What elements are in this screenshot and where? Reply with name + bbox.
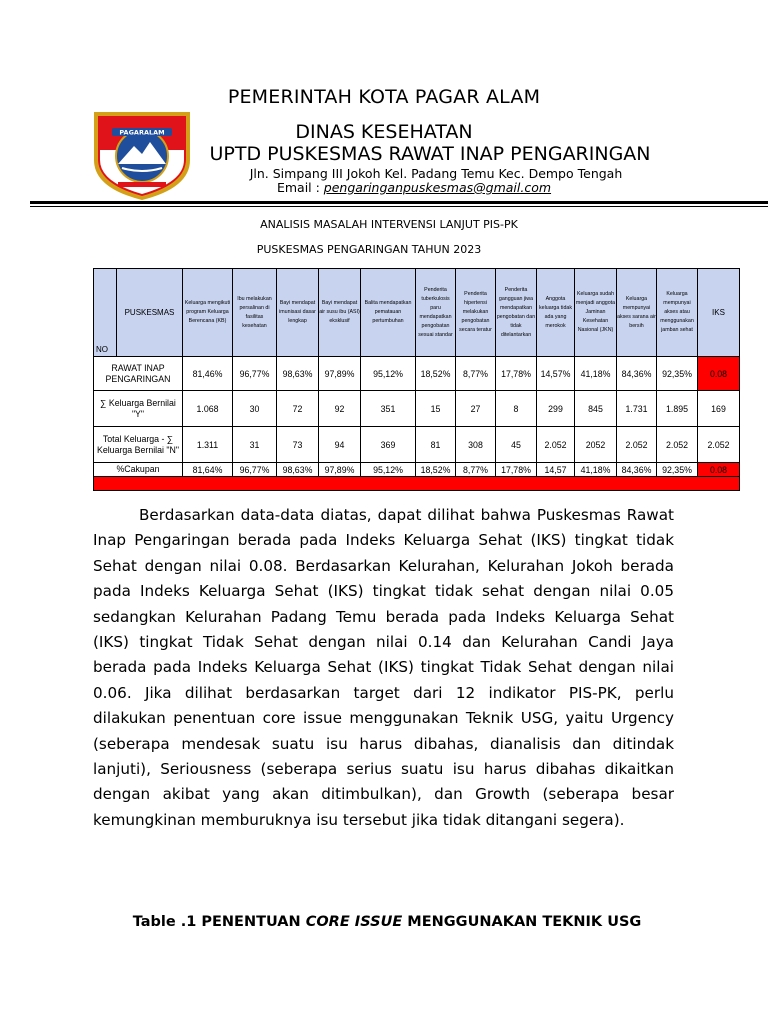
cell: 95,12% [361,463,416,477]
cell: 81 [416,427,456,463]
cell: 14,57 [537,463,575,477]
header-indicator-11: Keluarga mempunyai akses sarana air bersih [617,269,657,357]
table-row [94,427,740,463]
cell: 1.895 [657,391,698,427]
header-indicator-10: Keluarga sudah menjadi anggota Jaminan Kesehatan Nasional (JKN) [575,269,617,357]
cell: 17,78% [496,357,537,391]
header-puskesmas: PUSKESMAS [117,269,183,357]
cell: 84,36% [617,357,657,391]
header-indicator-5: Balita mendapatkan pematauan pertumbuhan [361,269,416,357]
cell: 97,89% [319,463,361,477]
cell: 8,77% [456,463,496,477]
header-no: NO [94,269,117,357]
cell: 94 [319,427,361,463]
header-indicator-12: Keluarga mempunyai akses atau menggunakan jamban sehat [657,269,698,357]
email-line [30,180,768,195]
cell: 8,77% [456,357,496,391]
iks-cell: 2.052 [698,427,740,463]
cell: 2052 [575,427,617,463]
cell: 31 [233,427,277,463]
header-indicator-6: Penderita tuberkulosis paru mendapatkan pengobatan sesuai standar [416,269,456,357]
header-indicator-8: Penderita gangguan jiwa mendapatkan pengobatan dan tidak ditelantarkan [496,269,537,357]
cell: 308 [456,427,496,463]
letterhead-divider-thick [30,201,768,204]
red-footer-cell [94,477,740,491]
cell: 1.311 [183,427,233,463]
header-indicator-9: Anggota keluarga tidak ada yang merokok [537,269,575,357]
cell: 92 [319,391,361,427]
email-link[interactable]: pengaringanpuskesmas@gmail.com [323,180,552,195]
letterhead-divider-thin [30,206,768,207]
caption-emphasis: CORE ISSUE [305,914,403,930]
document-subtitle: PUSKESMAS PENGARINGAN TAHUN 2023 [256,243,482,256]
table-footer-red-row [94,477,740,491]
email-label: Email : [276,180,324,195]
table-row [94,391,740,427]
cell: 369 [361,427,416,463]
iks-cell: 169 [698,391,740,427]
cell: 2.052 [537,427,575,463]
cell: 1.068 [183,391,233,427]
caption-prefix: Table .1 PENENTUAN [132,914,306,930]
header-iks: IKS [698,269,740,357]
cell: 845 [575,391,617,427]
cell: 98,63% [277,357,319,391]
cell: 92,35% [657,463,698,477]
department-name: DINAS KESEHATAN [295,121,473,143]
row-label: RAWAT INAP PENGARINGAN [94,357,183,391]
logo-text: PAGARALAM [119,128,165,137]
row-label: %Cakupan [94,463,183,477]
cell: 27 [456,391,496,427]
cell: 92,35% [657,357,698,391]
cell: 73 [277,427,319,463]
header-indicator-7: Penderita hipertensi melakukan pengobatan secara teratur [456,269,496,357]
cell: 45 [496,427,537,463]
cell: 84,36% [617,463,657,477]
cell: 41,18% [575,357,617,391]
cell: 2.052 [617,427,657,463]
iks-cell: 0.08 [698,463,740,477]
header-indicator-3: Bayi mendapat imunisasi dasar lengkap [277,269,319,357]
cell: 96,77% [233,357,277,391]
caption-suffix: MENGGUNAKAN TEKNIK USG [402,914,642,930]
cell: 15 [416,391,456,427]
cell: 351 [361,391,416,427]
header-indicator-4: Bayi mendapat air susu ibu (ASI) eksklusif [319,269,361,357]
cell: 81,64% [183,463,233,477]
cell: 14,57% [537,357,575,391]
cell: 72 [277,391,319,427]
table-row [94,357,740,391]
pis-pk-analysis-table [93,268,740,491]
cell: 95,12% [361,357,416,391]
cell: 30 [233,391,277,427]
cell: 2.052 [657,427,698,463]
cell: 8 [496,391,537,427]
cell: 18,52% [416,357,456,391]
iks-cell: 0.08 [698,357,740,391]
analysis-paragraph: Berdasarkan data-data diatas, dapat dilihat bahwa Puskesmas Rawat Inap Pengaringan berada pada Indeks Keluarga Sehat (IKS) tingkat tidak Sehat dengan nilai 0.08. Berdasarkan Kelurahan, Kelurahan Jokoh berada pada Indeks Keluarga Sehat (IKS) tingkat tidak sehat dengan nilai 0.05 sedangkan Kelurahan Padang Temu berada pada Indeks Keluarga Sehat (IKS) tingkat Tidak Sehat dengan nilai 0.14 dan Kelurahan Candi Jaya berada pada Indeks Keluarga Sehat (IKS) tingkat Tidak Sehat dengan nilai 0.06. Jika dilihat berdasarkan target dari 12 indikator PIS-PK, perlu dilakukan penentuan core issue menggunakan Teknik USG, yaitu Urgency (seberapa mendesak suatu isu harus dibahas, dianalisis dan ditindak lanjuti), Seriousness (seberapa serius suatu isu harus dibahas dikaitkan dengan akibat yang akan ditimbulkan), dan Growth (seberapa besar kemungkinan memburuknya isu tersebut jika tidak ditangani segera). [93,506,674,829]
document-title: ANALISIS MASALAH INTERVENSI LANJUT PIS-PK [260,218,518,231]
row-label: Total Keluarga - ∑ Keluarga Bernilai "N" [94,427,183,463]
address: Jln. Simpang III Jokoh Kel. Padang Temu Kec. Dempo Tengah [249,166,623,181]
table-caption [0,914,768,930]
puskesmas-name: UPTD PUSKESMAS RAWAT INAP PENGARINGAN [209,143,651,165]
cell: 41,18% [575,463,617,477]
row-label: ∑ Keluarga Bernilai "Y" [94,391,183,427]
government-name: PEMERINTAH KOTA PAGAR ALAM [227,86,541,108]
cell: 96,77% [233,463,277,477]
cell: 98,63% [277,463,319,477]
header-indicator-1: Keluarga mengikuti program Keluarga Berencana (KB) [183,269,233,357]
cell: 97,89% [319,357,361,391]
cell: 81,46% [183,357,233,391]
cell: 1.731 [617,391,657,427]
table-row [94,463,740,477]
cell: 17,78% [496,463,537,477]
table-header-row [94,269,740,357]
header-indicator-2: Ibu melakukan persalinan di fasilitas kesehatan [233,269,277,357]
cell: 299 [537,391,575,427]
cell: 18,52% [416,463,456,477]
